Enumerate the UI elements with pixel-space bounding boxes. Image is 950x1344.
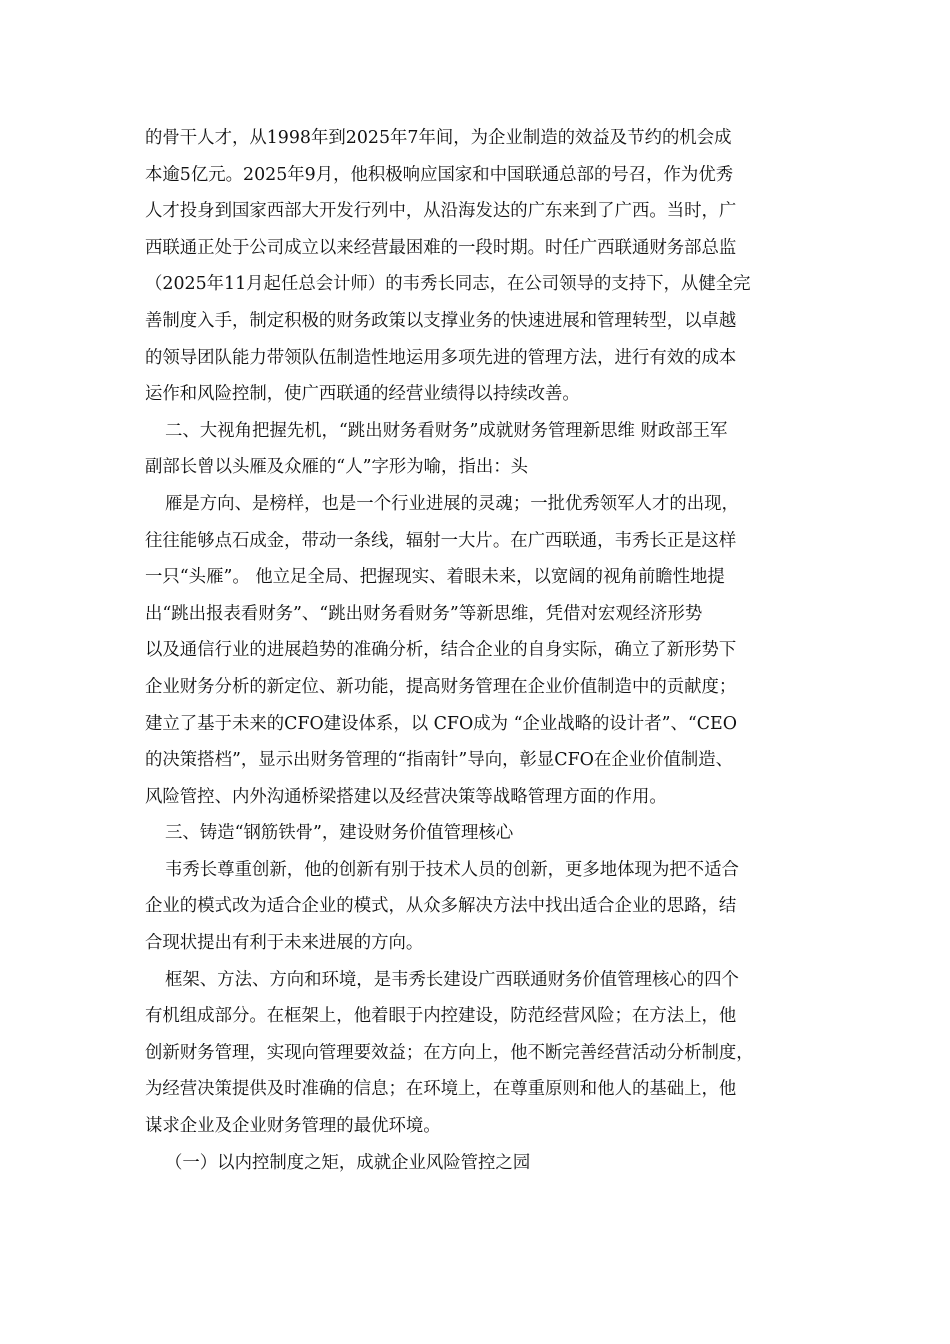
text-line: 的领导团队能力带领队伍制造性地运用多项先进的管理方法，进行有效的成本 (145, 347, 737, 368)
text-line: 以及通信行业的进展趋势的准确分析，结合企业的自身实际，确立了新形势下 (145, 640, 737, 661)
section-heading: （一）以内控制度之矩，成就企业风险管控之园 (165, 1152, 531, 1173)
text-line: 谋求企业及企业财务管理的最优环境。 (145, 1116, 441, 1137)
text-line: 韦秀长尊重创新，他的创新有别于技术人员的创新，更多地体现为把不适合 (165, 859, 739, 880)
section-heading: 二、大视角把握先机，“跳出财务看财务”成就财务管理新思维 财政部王军 (165, 420, 728, 441)
text-line: 一只“头雁”。 他立足全局、把握现实、着眼未来，以宽阔的视角前瞻性地提 (145, 567, 725, 588)
text-line: 西联通正处于公司成立以来经营最困难的一段时期。时任广西联通财务部总监 (145, 237, 737, 258)
text-line: 有机组成部分。在框架上，他着眼于内控建设，防范经营风险；在方法上，他 (145, 1006, 737, 1027)
text-line: 运作和风险控制，使广西联通的经营业绩得以持续改善。 (145, 384, 580, 405)
text-line: 风险管控、内外沟通桥梁搭建以及经营决策等战略管理方面的作用。 (145, 786, 667, 807)
text-line: 创新财务管理，实现向管理要效益；在方向上，他不断完善经营活动分析制度， (145, 1042, 754, 1063)
text-line: 本逾5亿元。2025年9月，他积极响应国家和中国联通总部的号召，作为优秀 (145, 164, 734, 185)
text-line: 合现状提出有利于未来进展的方向。 (145, 933, 424, 954)
section-heading: 三、铸造“钢筋铁骨”，建设财务价值管理核心 (165, 823, 514, 844)
text-line: 的骨干人才，从1998年到2025年7年间，为企业制造的效益及节约的机会成 (145, 128, 732, 148)
text-line: 企业财务分析的新定位、新功能，提高财务管理在企业价值制造中的贡献度； (145, 676, 737, 697)
text-line: 建立了基于未来的CFO建设体系，以 CFO成为 “企业战略的设计者”、“CEO (145, 713, 738, 734)
text-line: 框架、方法、方向和环境，是韦秀长建设广西联通财务价值管理核心的四个 (165, 969, 739, 990)
text-line: （2025年11月起任总会计师）的韦秀长同志，在公司领导的支持下，从健全完 (145, 274, 751, 295)
text-line: 往往能够点石成金，带动一条线，辐射一大片。在广西联通，韦秀长正是这样 (145, 530, 737, 551)
text-line: 企业的模式改为适合企业的模式，从众多解决方法中找出适合企业的思路，结 (145, 896, 737, 917)
text-line: 善制度入手，制定积极的财务政策以支撑业务的快速进展和管理转型，以卓越 (145, 310, 737, 331)
body-text (145, 120, 815, 1181)
text-line: 雁是方向、是榜样，也是一个行业进展的灵魂；一批优秀领军人才的出现， (165, 493, 739, 514)
text-line: 的决策搭档”，显示出财务管理的“指南针”导向，彰显CFO在企业价值制造、 (145, 750, 734, 771)
text-line: 人才投身到国家西部大开发行列中，从沿海发达的广东来到了广西。当时，广 (145, 201, 737, 222)
text-line: 为经营决策提供及时准确的信息；在环境上，在尊重原则和他人的基础上，他 (145, 1079, 737, 1100)
text-line: 副部长曾以头雁及众雁的“人”字形为喻，指出：头 (145, 457, 528, 478)
text-line: 出“跳出报表看财务”、“跳出财务看财务”等新思维，凭借对宏观经济形势 (145, 603, 703, 624)
